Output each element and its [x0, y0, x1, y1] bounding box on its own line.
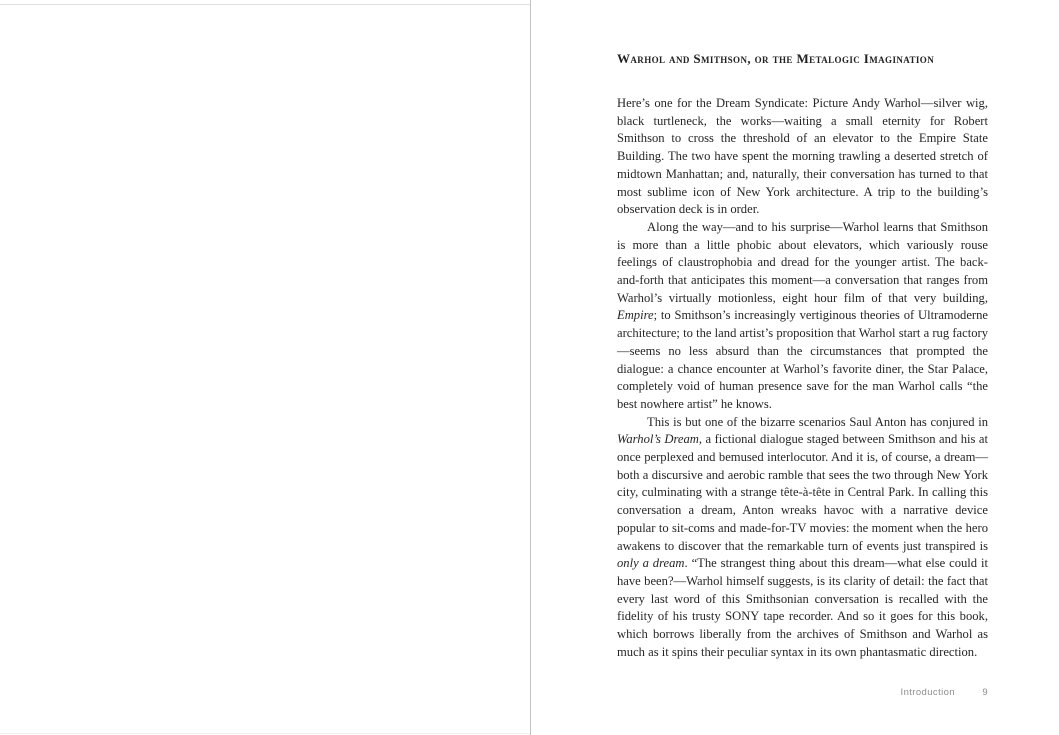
italic-text-segment: only a dream: [617, 556, 685, 571]
chapter-heading: Warhol and Smithson, or the Metalogic Imagination: [617, 51, 935, 66]
text-segment: This is but one of the bizarre scenarios Saul Anton has conjured in: [647, 414, 988, 429]
text-segment: Along the way—and to his surprise—Warhol learns that Smithson is more than a little phobic about elevators, which variously rouse feelings of claustrophobia and dread for the younger artist. The back-and-forth that anticipates this moment—a conversation that ranges from Warhol’s virtually motionless, eight hour film of that very building,: [617, 219, 988, 305]
paragraph: [617, 95, 988, 219]
body-text: [617, 95, 988, 662]
text-segment: , a fictional dialogue staged between Smithson and his at once perplexed and bemused interlocutor. And it is, of course, a dream—both a discursive and aerobic ramble that sees the two through New York city, culminating with a strange tête-à-tête in Central Park. In calling this conversation a dream, Anton wreaks havoc with a narrative device popular to sit-coms and made-for-TV movies: the moment when the hero awakens to discover that the remarkable turn of events just transpired is: [617, 432, 989, 553]
running-head: Introduction: [900, 687, 955, 698]
text-segment: Here’s one for the Dream Syndicate: Picture Andy Warhol—silver wig, black turtleneck, the works—waiting a small eternity for Robert Smithson to cross the threshold of an elevator to the Empire State Building. The two have spent the morning trawling a deserted stretch of midtown Manhattan; and, naturally, their conversation has turned to that most sublime icon of New York architecture. A trip to the building’s observation deck is in order.: [617, 96, 988, 217]
paragraph: [617, 219, 988, 414]
text-segment: . “The strangest thing about this dream—what else could it have been?—Warhol himself suggests, is its clarity of detail: the fact that every last word of this Smithsonian conversation is recalled with the fidelity of his trusty SONY tape recorder. And so it goes for this book, which borrows liberally from the archives of Smithson and Warhol as much as it spins their peculiar syntax in its own phantasmatic direction.: [617, 556, 988, 659]
page-number: 9: [982, 687, 988, 698]
paragraph: [617, 414, 988, 662]
page-footer: [617, 687, 988, 698]
right-text-page: [531, 0, 1059, 735]
italic-text-segment: Empire: [617, 308, 654, 323]
text-segment: ; to Smithson’s increasingly vertiginous theories of Ultramoderne architecture; to the land artist’s proposition that Warhol start a rug factory—seems no less absurd than the circumstances that prompted the dialogue: a chance encounter at Warhol’s favorite diner, the Star Palace, completely void of human presence save for the man Warhol calls “the best nowhere artist” he knows.: [617, 308, 988, 411]
italic-text-segment: Warhol’s Dream: [617, 432, 699, 447]
